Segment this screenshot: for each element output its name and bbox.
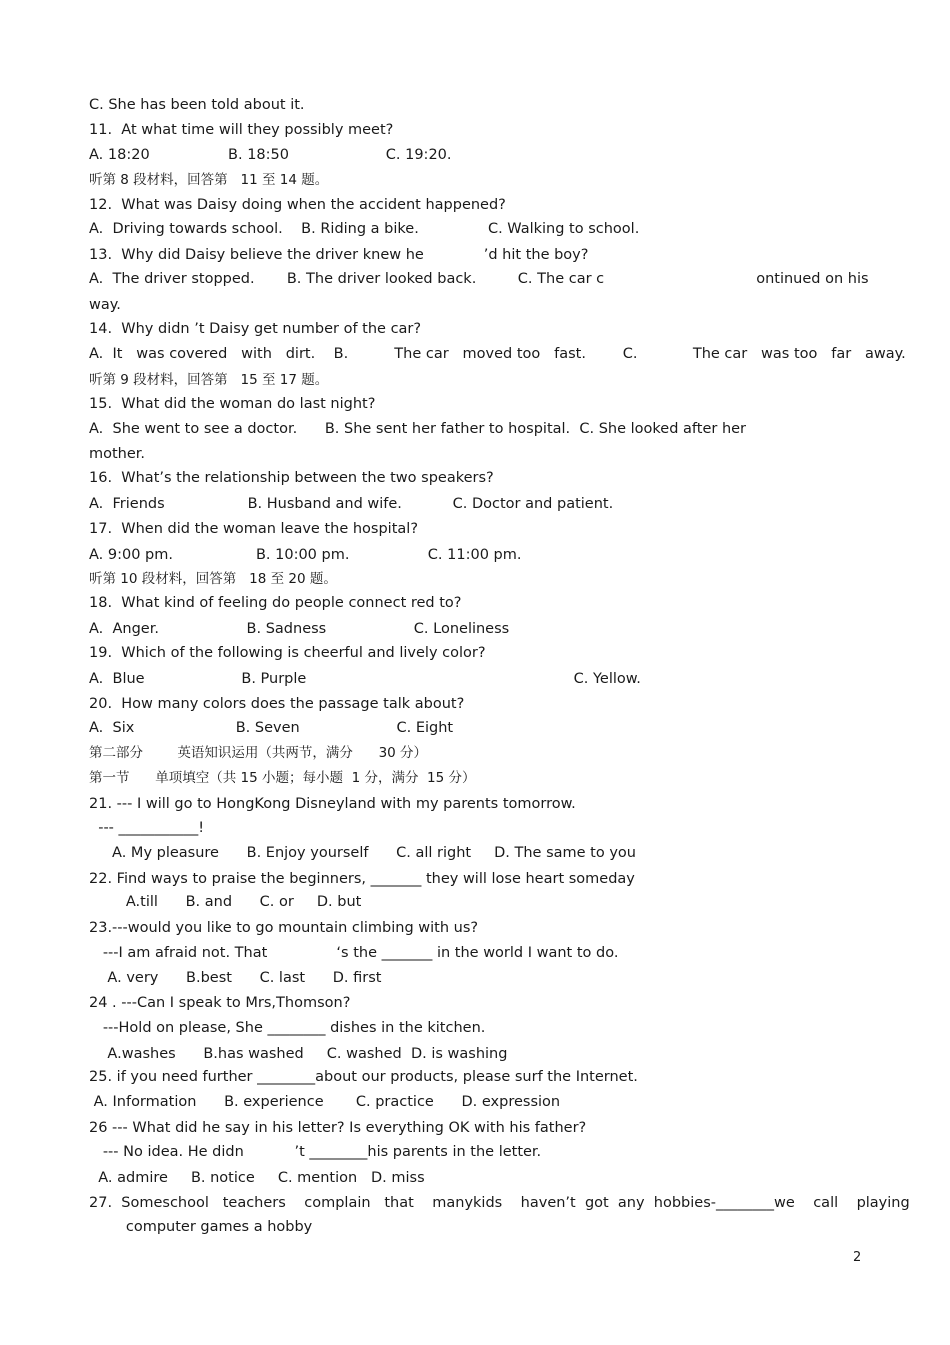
options-16: A. Friends B. Husband and wife. C. Doctor and patient. — [89, 496, 614, 512]
question-19: 19. Which of the following is cheerful and lively color? — [89, 645, 486, 661]
question-21-blank: --- ___________! — [89, 820, 205, 836]
section-instruction: 听第 9 段材料，回答第 15 至 17 题。 — [89, 372, 329, 388]
question-25: 25. if you need further ________about our products, please surf the Internet. — [89, 1069, 638, 1085]
options-20: A. Six B. Seven C. Eight — [89, 720, 454, 736]
options-17: A. 9:00 pm. B. 10:00 pm. C. 11:00 pm. — [89, 547, 522, 563]
options-13: A. The driver stopped. B. The driver looked back. C. The car c ontinued on his — [89, 271, 869, 287]
options-11: A. 18:20 B. 18:50 C. 19:20. — [89, 147, 452, 163]
question-12: 12. What was Daisy doing when the accident happened? — [89, 197, 506, 213]
question-17: 17. When did the woman leave the hospital? — [89, 521, 419, 537]
question-15: 15. What did the woman do last night? — [89, 396, 376, 412]
options-26: A. admire B. notice C. mention D. miss — [89, 1170, 425, 1186]
options-18: A. Anger. B. Sadness C. Loneliness — [89, 621, 510, 637]
question-16: 16. What’s the relationship between the two speakers? — [89, 470, 494, 486]
question-11: 11. At what time will they possibly meet? — [89, 122, 394, 138]
options-15: A. She went to see a doctor. B. She sent her father to hospital. C. She looked after her — [89, 421, 747, 437]
section-instruction: 听第 8 段材料，回答第 11 至 14 题。 — [89, 172, 329, 188]
question-27: 27. Someschool teachers complain that manykids haven’t got any hobbies-________we call playing — [89, 1195, 910, 1211]
page-number: 2 — [853, 1250, 862, 1265]
question-21: 21. --- I will go to HongKong Disneyland with my parents tomorrow. — [89, 796, 576, 812]
question-24: 24 . ---Can I speak to Mrs,Thomson? — [89, 995, 351, 1011]
options-21: A. My pleasure B. Enjoy yourself C. all right D. The same to you — [89, 845, 636, 861]
options-23: A. very B.best C. last D. first — [89, 970, 382, 986]
question-26-reply: --- No idea. He didn ’t ________his parents in the letter. — [89, 1144, 542, 1160]
question-13: 13. Why did Daisy believe the driver knew he ’d hit the boy? — [89, 247, 589, 263]
part-heading: 第二部分 英语知识运用（共两节，满分 30 分） — [89, 745, 428, 761]
options-15-cont: mother. — [89, 446, 146, 462]
question-23: 23.---would you like to go mountain climbing with us? — [89, 920, 479, 936]
question-24-reply: ---Hold on please, She ________ dishes in the kitchen. — [89, 1020, 486, 1036]
question-22: 22. Find ways to praise the beginners, _______ they will lose heart someday — [89, 871, 635, 887]
question-14: 14. Why didn ’t Daisy get number of the car? — [89, 321, 422, 337]
question-27-cont: computer games a hobby — [89, 1219, 313, 1235]
options-22: A.till B. and C. or D. but — [89, 894, 362, 910]
options-24: A.washes B.has washed C. washed D. is washing — [89, 1046, 508, 1062]
question-26: 26 --- What did he say in his letter? Is everything OK with his father? — [89, 1120, 587, 1136]
options-25: A. Information B. experience C. practice D. expression — [89, 1094, 561, 1110]
question-20: 20. How many colors does the passage talk about? — [89, 696, 465, 712]
text-line: C. She has been told about it. — [89, 97, 305, 113]
options-12: A. Driving towards school. B. Riding a bike. C. Walking to school. — [89, 221, 640, 237]
options-19: A. Blue B. Purple C. Yellow. — [89, 671, 641, 687]
options-13-cont: way. — [89, 297, 121, 313]
question-18: 18. What kind of feeling do people connect red to? — [89, 595, 462, 611]
options-14: A. It was covered with dirt. B. The car moved too fast. C. The car was too far away. — [89, 346, 906, 362]
question-23-reply: ---I am afraid not. That ‘s the _______ in the world I want to do. — [89, 945, 619, 961]
section-heading: 第一节 单项填空（共 15 小题；每小题 1 分，满分 15 分） — [89, 770, 476, 786]
section-instruction: 听第 10 段材料，回答第 18 至 20 题。 — [89, 571, 337, 587]
